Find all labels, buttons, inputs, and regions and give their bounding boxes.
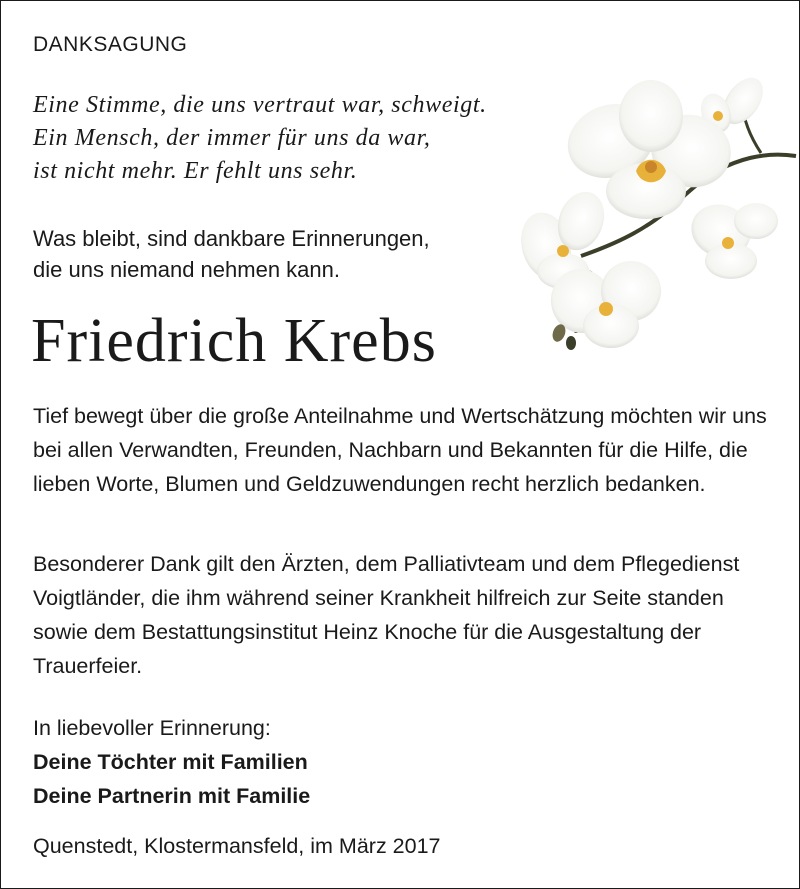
deceased-name: Friedrich Krebs — [31, 307, 437, 375]
memorial-subpoem — [33, 223, 430, 285]
place-date: Quenstedt, Klostermansfeld, im März 2017 — [33, 834, 441, 858]
poem-line: ist nicht mehr. Er fehlt uns sehr. — [33, 158, 358, 184]
poem-line: Eine Stimme, die uns vertraut war, schweigt. — [33, 92, 487, 118]
poem-line: Ein Mensch, der immer für uns da war, — [33, 125, 431, 151]
signatory: Deine Partnerin mit Familie — [33, 784, 311, 808]
memorial-poem — [33, 89, 487, 188]
subpoem-line: Was bleibt, sind dankbare Erinnerungen, — [33, 226, 430, 251]
white-orchid-icon — [521, 71, 799, 361]
orchid-flower — [684, 196, 778, 279]
closing-intro: In liebevoller Erinnerung: — [33, 716, 271, 740]
thanks-paragraph: Tief bewegt über die große Anteilnahme und Wertschätzung möchten wir uns bei allen Verwandten, Freunden, Nachbarn und Bekannten für die Hilfe, die lieben Worte, Blumen und Geldzuwendungen recht herzlich bedanken. — [33, 404, 767, 496]
subpoem-line: die uns niemand nehmen kann. — [33, 257, 340, 282]
closing-block — [33, 711, 310, 813]
special-thanks-paragraph: Besonderer Dank gilt den Ärzten, dem Palliativteam und dem Pflegedienst Voigtländer, die ihm während seiner Krankheit hilfreich zur Seite standen sowie dem Bestattungsinstitut Heinz Knoche für die Ausgestaltung der Trauerfeier. — [33, 552, 740, 678]
signatory: Deine Töchter mit Familien — [33, 750, 308, 774]
notice-heading: DANKSAGUNG — [33, 33, 188, 56]
